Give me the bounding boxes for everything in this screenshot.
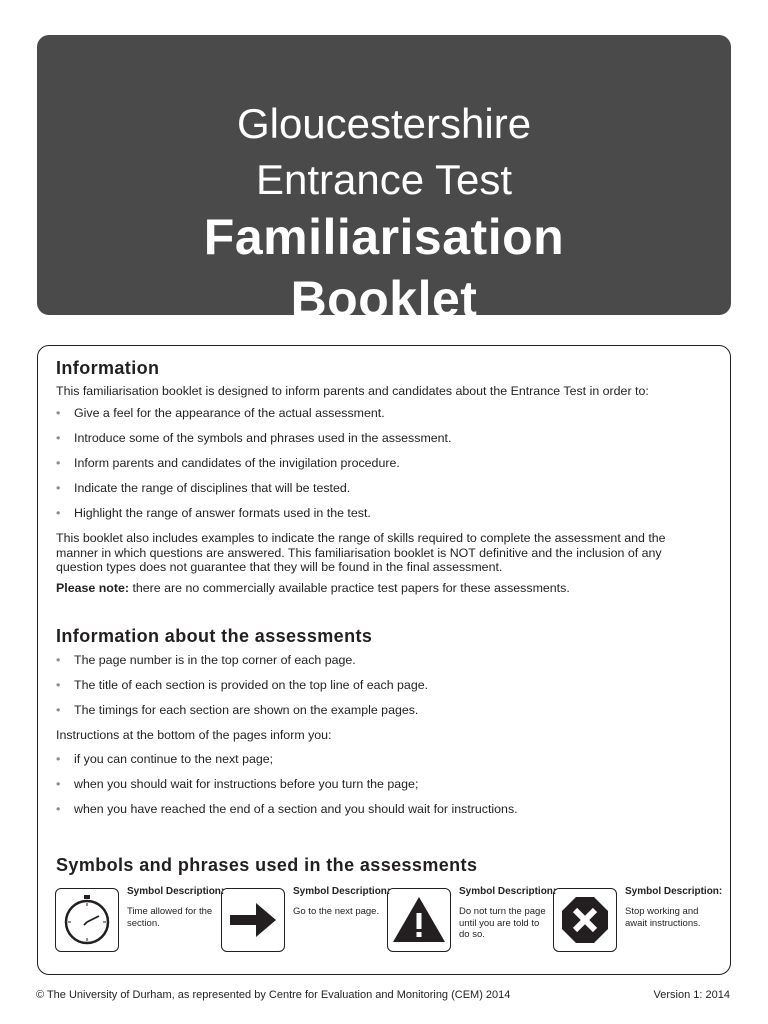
list-item-text: The title of each section is provided on the top line of each page. (74, 678, 429, 692)
symbol-description: Time allowed for the section. (127, 906, 213, 929)
symbol-description: Go to the next page. (293, 906, 380, 917)
symbol-label: Symbol Description: (625, 886, 723, 897)
information-paragraph: This booklet also includes examples to indicate the range of skills required to complete the assessment and the manner in which questions are answered. This familiarisation booklet is NOT definitive and the inclusion of any question types does not guarantee that they will be found in the final assessment. (56, 531, 666, 574)
arrow-right-icon (221, 888, 285, 952)
information-heading: Information (56, 358, 160, 378)
symbol-card (221, 886, 391, 952)
list-item-text: The timings for each section are shown on the example pages. (74, 703, 419, 717)
symbols-heading: Symbols and phrases used in the assessments (56, 855, 478, 875)
bullet-dot: • (56, 506, 61, 520)
list-item-text: Inform parents and candidates of the invigilation procedure. (74, 456, 400, 470)
information-intro: This familiarisation booklet is designed to inform parents and candidates about the Entrance Test in order to: (56, 384, 649, 398)
bullet-dot: • (56, 431, 61, 445)
symbol-label: Symbol Description: (459, 886, 557, 897)
symbol-description: Do not turn the page until you are told to do so. (459, 906, 546, 940)
footer-copyright: © The University of Durham, as represented by Centre for Evaluation and Monitoring (CEM) 2014 (36, 989, 511, 1001)
list-item-text: Highlight the range of answer formats used in the test. (74, 506, 371, 520)
symbol-card (553, 886, 723, 952)
title-line-1: Gloucestershire (236, 100, 532, 147)
assessments-heading: Information about the assessments (56, 626, 373, 646)
list-item-text: if you can continue to the next page; (74, 752, 274, 766)
list-item-text: Introduce some of the symbols and phrases used in the assessment. (74, 431, 452, 445)
list-item-text: Give a feel for the appearance of the actual assessment. (74, 406, 385, 420)
symbol-card (55, 886, 225, 952)
title-line-2: Entrance Test (255, 156, 513, 203)
title-line-3: Familiarisation (203, 209, 565, 265)
content-panel (37, 345, 731, 975)
bullet-dot: • (56, 456, 61, 470)
please-note (56, 581, 700, 596)
please-note-label: Please note: (56, 581, 129, 595)
footer-version: Version 1: 2014 (653, 989, 730, 1001)
symbol-label: Symbol Description: (127, 886, 225, 897)
warning-icon (387, 888, 451, 952)
stop-icon (553, 888, 617, 952)
bullet-dot: • (56, 703, 61, 717)
list-item-text: when you should wait for instructions before you turn the page; (74, 777, 419, 791)
symbol-card (387, 886, 557, 952)
title-banner (37, 35, 731, 327)
list-item-text: when you have reached the end of a section and you should wait for instructions. (74, 802, 518, 816)
symbol-label: Symbol Description: (293, 886, 391, 897)
stopwatch-icon (55, 888, 119, 952)
instructions-intro: Instructions at the bottom of the pages inform you: (56, 728, 332, 742)
please-note-text: there are no commercially available practice test papers for these assessments. (129, 581, 570, 595)
bullet-dot: • (56, 752, 61, 766)
bullet-dot: • (56, 802, 61, 816)
title-line-4: Booklet (290, 271, 478, 327)
list-item-text: Indicate the range of disciplines that will be tested. (74, 481, 351, 495)
bullet-dot: • (56, 406, 61, 420)
bullet-dot: • (56, 653, 61, 667)
bullet-dot: • (56, 777, 61, 791)
bullet-dot: • (56, 481, 61, 495)
symbol-description: Stop working and await instructions. (625, 906, 701, 929)
list-item-text: The page number is in the top corner of each page. (74, 653, 356, 667)
bullet-dot: • (56, 678, 61, 692)
